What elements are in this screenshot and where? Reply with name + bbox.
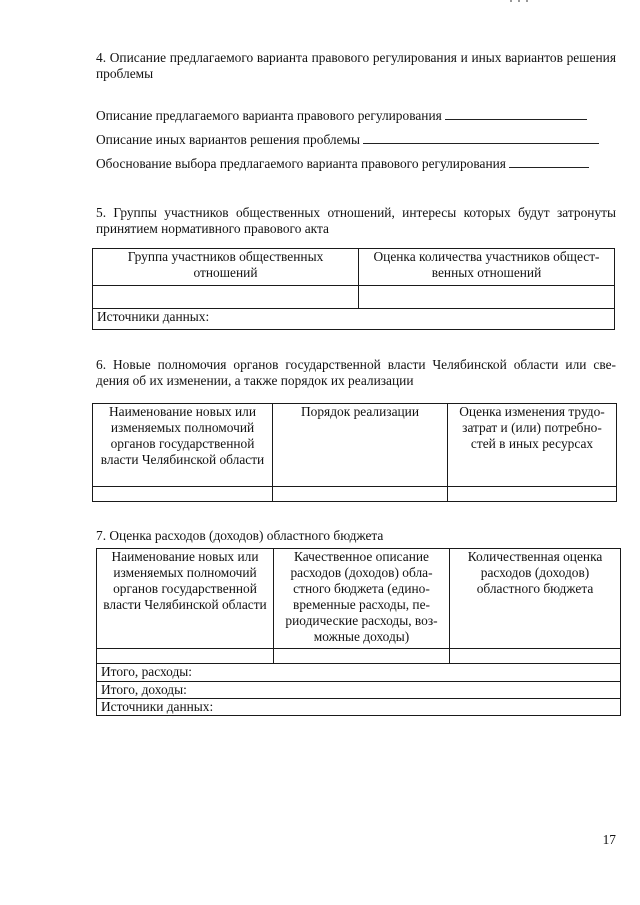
table-cell <box>93 487 273 502</box>
total-income-label: Итого, доходы: <box>97 682 621 699</box>
column-header: Оценка количества участников общест-венных отношений <box>359 249 615 286</box>
justification-label: Обоснование выбора предлагаемого варианта правового регулирования <box>96 156 506 171</box>
fill-line <box>445 107 587 120</box>
table-cell <box>273 487 448 502</box>
justification-line <box>96 155 589 172</box>
table-cell <box>97 649 274 664</box>
section-6-heading: 6. Новые полномочия органов государственной власти Челябинской области или све-дения об их изменении, а также порядок их реализации <box>96 357 616 388</box>
proposed-option-line <box>96 107 587 124</box>
fill-line <box>509 155 589 168</box>
column-header: Оценка изменения трудо-затрат и (или) потребно-стей в иных ресурсах <box>448 404 617 487</box>
column-header: Наименование новых или изменяемых полномочий органов государственной власти Челябинской области <box>93 404 273 487</box>
column-header: Порядок реализации <box>273 404 448 487</box>
proposed-option-label: Описание предлагаемого варианта правового регулирования <box>96 108 442 123</box>
fill-line <box>363 131 599 144</box>
section-7-heading: 7. Оценка расходов (доходов) областного бюджета <box>96 528 384 543</box>
sources-label: Источники данных: <box>97 699 621 716</box>
powers-table <box>92 403 617 502</box>
total-expenses-row <box>97 664 621 682</box>
other-options-line <box>96 131 599 148</box>
sources-row <box>97 699 621 716</box>
participants-table <box>92 248 615 330</box>
table-row <box>97 649 621 664</box>
section-4-heading: 4. Описание предлагаемого варианта правового регулирования и иных вариантов решения проблемы <box>96 50 616 81</box>
total-income-row <box>97 682 621 699</box>
table-row <box>93 286 615 309</box>
other-options-label: Описание иных вариантов решения проблемы <box>96 132 361 147</box>
sources-label: Источники данных: <box>93 309 615 330</box>
column-header: Количественная оценка расходов (доходов) областного бюджета <box>450 549 621 649</box>
section-5-heading: 5. Группы участников общественных отношений, интересы которых будут затронуты принятием нормативного правового акта <box>96 205 616 236</box>
total-expenses-label: Итого, расходы: <box>97 664 621 682</box>
table-cell <box>448 487 617 502</box>
column-header: Группа участников общественных отношений <box>93 249 359 286</box>
scan-mark <box>510 0 532 4</box>
table-cell <box>274 649 450 664</box>
column-header: Наименование новых или изменяемых полномочий органов государственной власти Челябинской области <box>97 549 274 649</box>
table-cell <box>359 286 615 309</box>
table-row <box>93 487 617 502</box>
column-header: Качественное описание расходов (доходов) обла-стного бюджета (едино-временные расходы, пе-риодические расходы, воз-можные доходы) <box>274 549 450 649</box>
table-cell <box>450 649 621 664</box>
table-header-row <box>93 404 617 487</box>
table-header-row <box>97 549 621 649</box>
budget-table <box>96 548 621 716</box>
table-header-row <box>93 249 615 286</box>
page-number: 17 <box>602 832 616 847</box>
sources-row <box>93 309 615 330</box>
table-cell <box>93 286 359 309</box>
